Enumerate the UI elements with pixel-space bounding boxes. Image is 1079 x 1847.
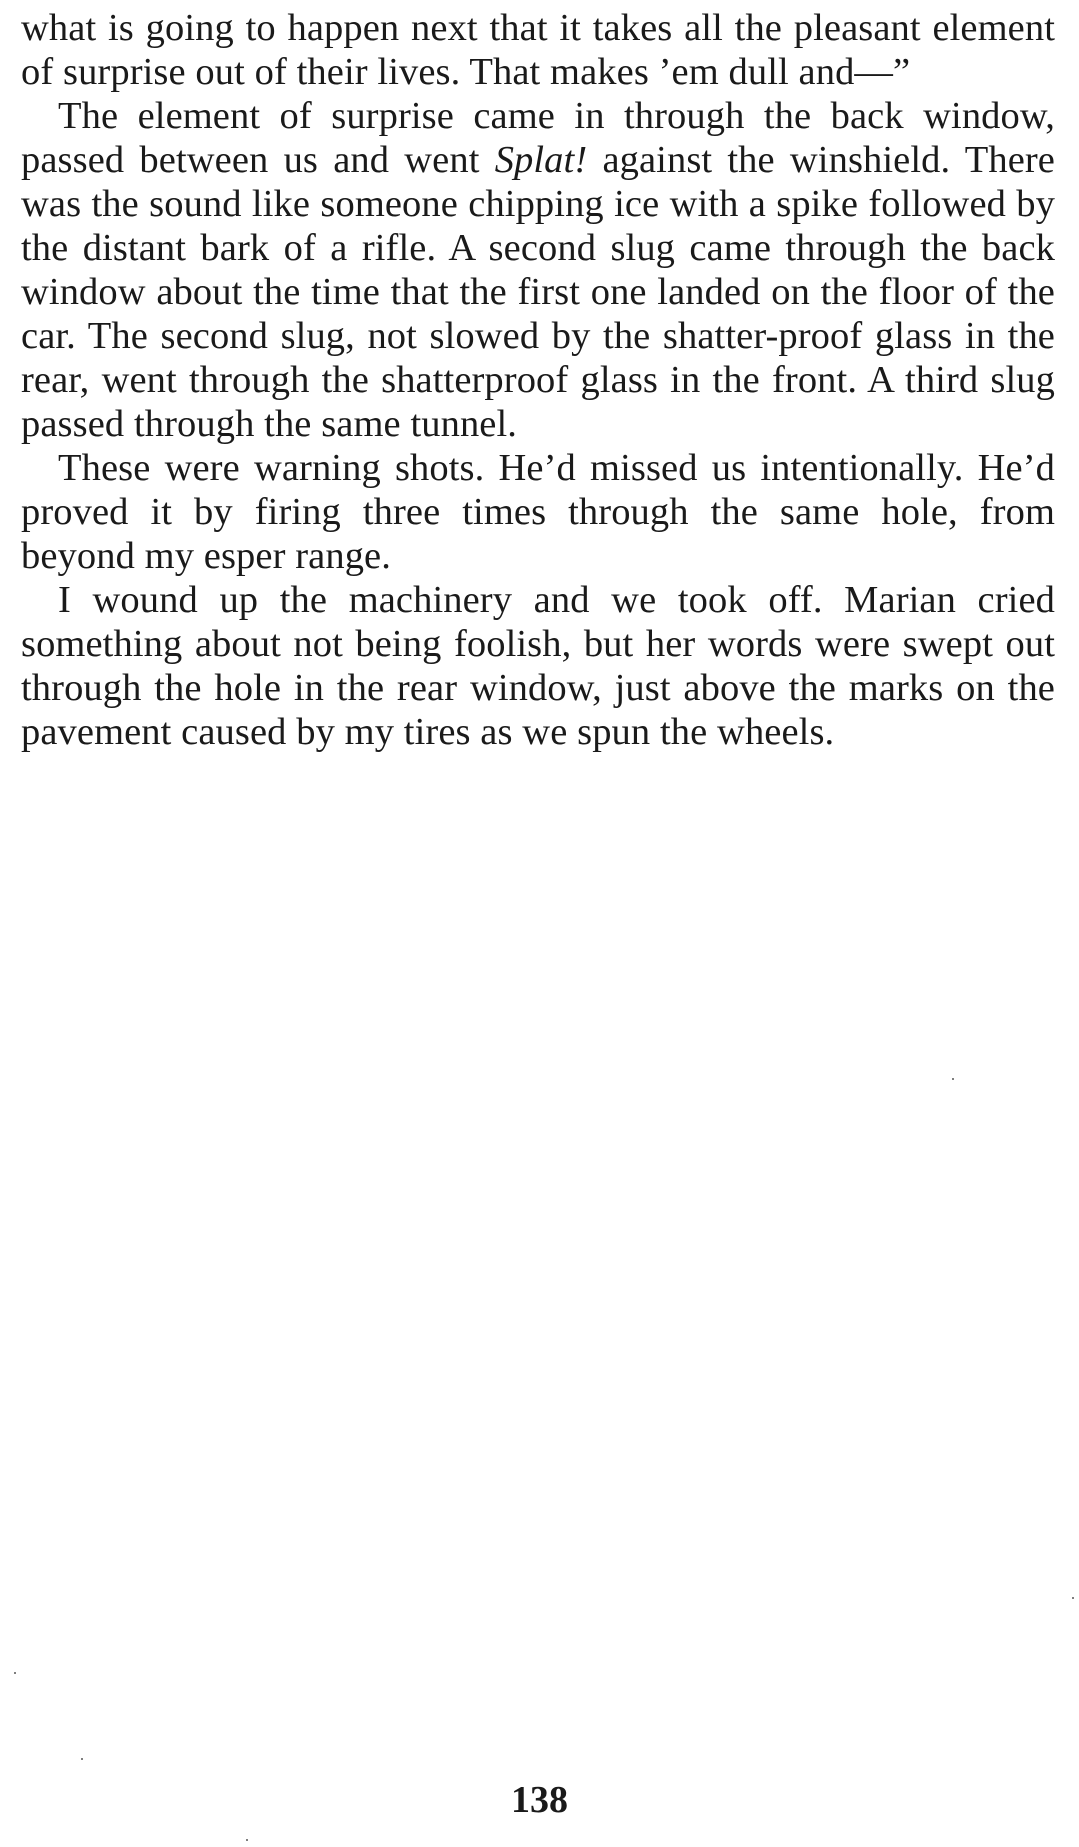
paragraph-text-after: against the winshield. There was the sound like someone chipping ice with a spike followed by the distant bark of a rifle. A second slug came through the back window about the time that the first one landed on the floor of the car. The second slug, not slowed by the shatter-proof glass in the rear, went through the shatterproof glass in the front. A third slug passed through the same tunnel. <box>21 139 1055 445</box>
paragraph-warning-shots: These were warning shots. He’d missed us intentionally. He’d proved it by firing three times through the same hole, from beyond my esper range. <box>21 447 1055 577</box>
paragraph-continued: what is going to happen next that it takes all the pleasant element of surprise out of their lives. That makes ’em dull and—” <box>21 7 1055 93</box>
page-number: 138 <box>511 1779 568 1821</box>
scan-speck <box>1072 1597 1074 1599</box>
scan-speck <box>246 1839 248 1841</box>
paragraph-text-before: The element of surprise came in through the back window, passed between us and went <box>21 95 1055 181</box>
scan-speck <box>14 1672 16 1674</box>
paragraph-element-of-surprise <box>21 94 1055 446</box>
scan-speck <box>952 1078 954 1080</box>
scan-speck <box>81 1758 83 1760</box>
italic-splat: Splat! <box>494 139 588 181</box>
body-text <box>21 6 1055 754</box>
paragraph-took-off: I wound up the machinery and we took off. Marian cried something about not being foolish, but her words were swept out through the hole in the rear window, just above the marks on the pavement caused by my tires as we spun the wheels. <box>21 579 1055 753</box>
